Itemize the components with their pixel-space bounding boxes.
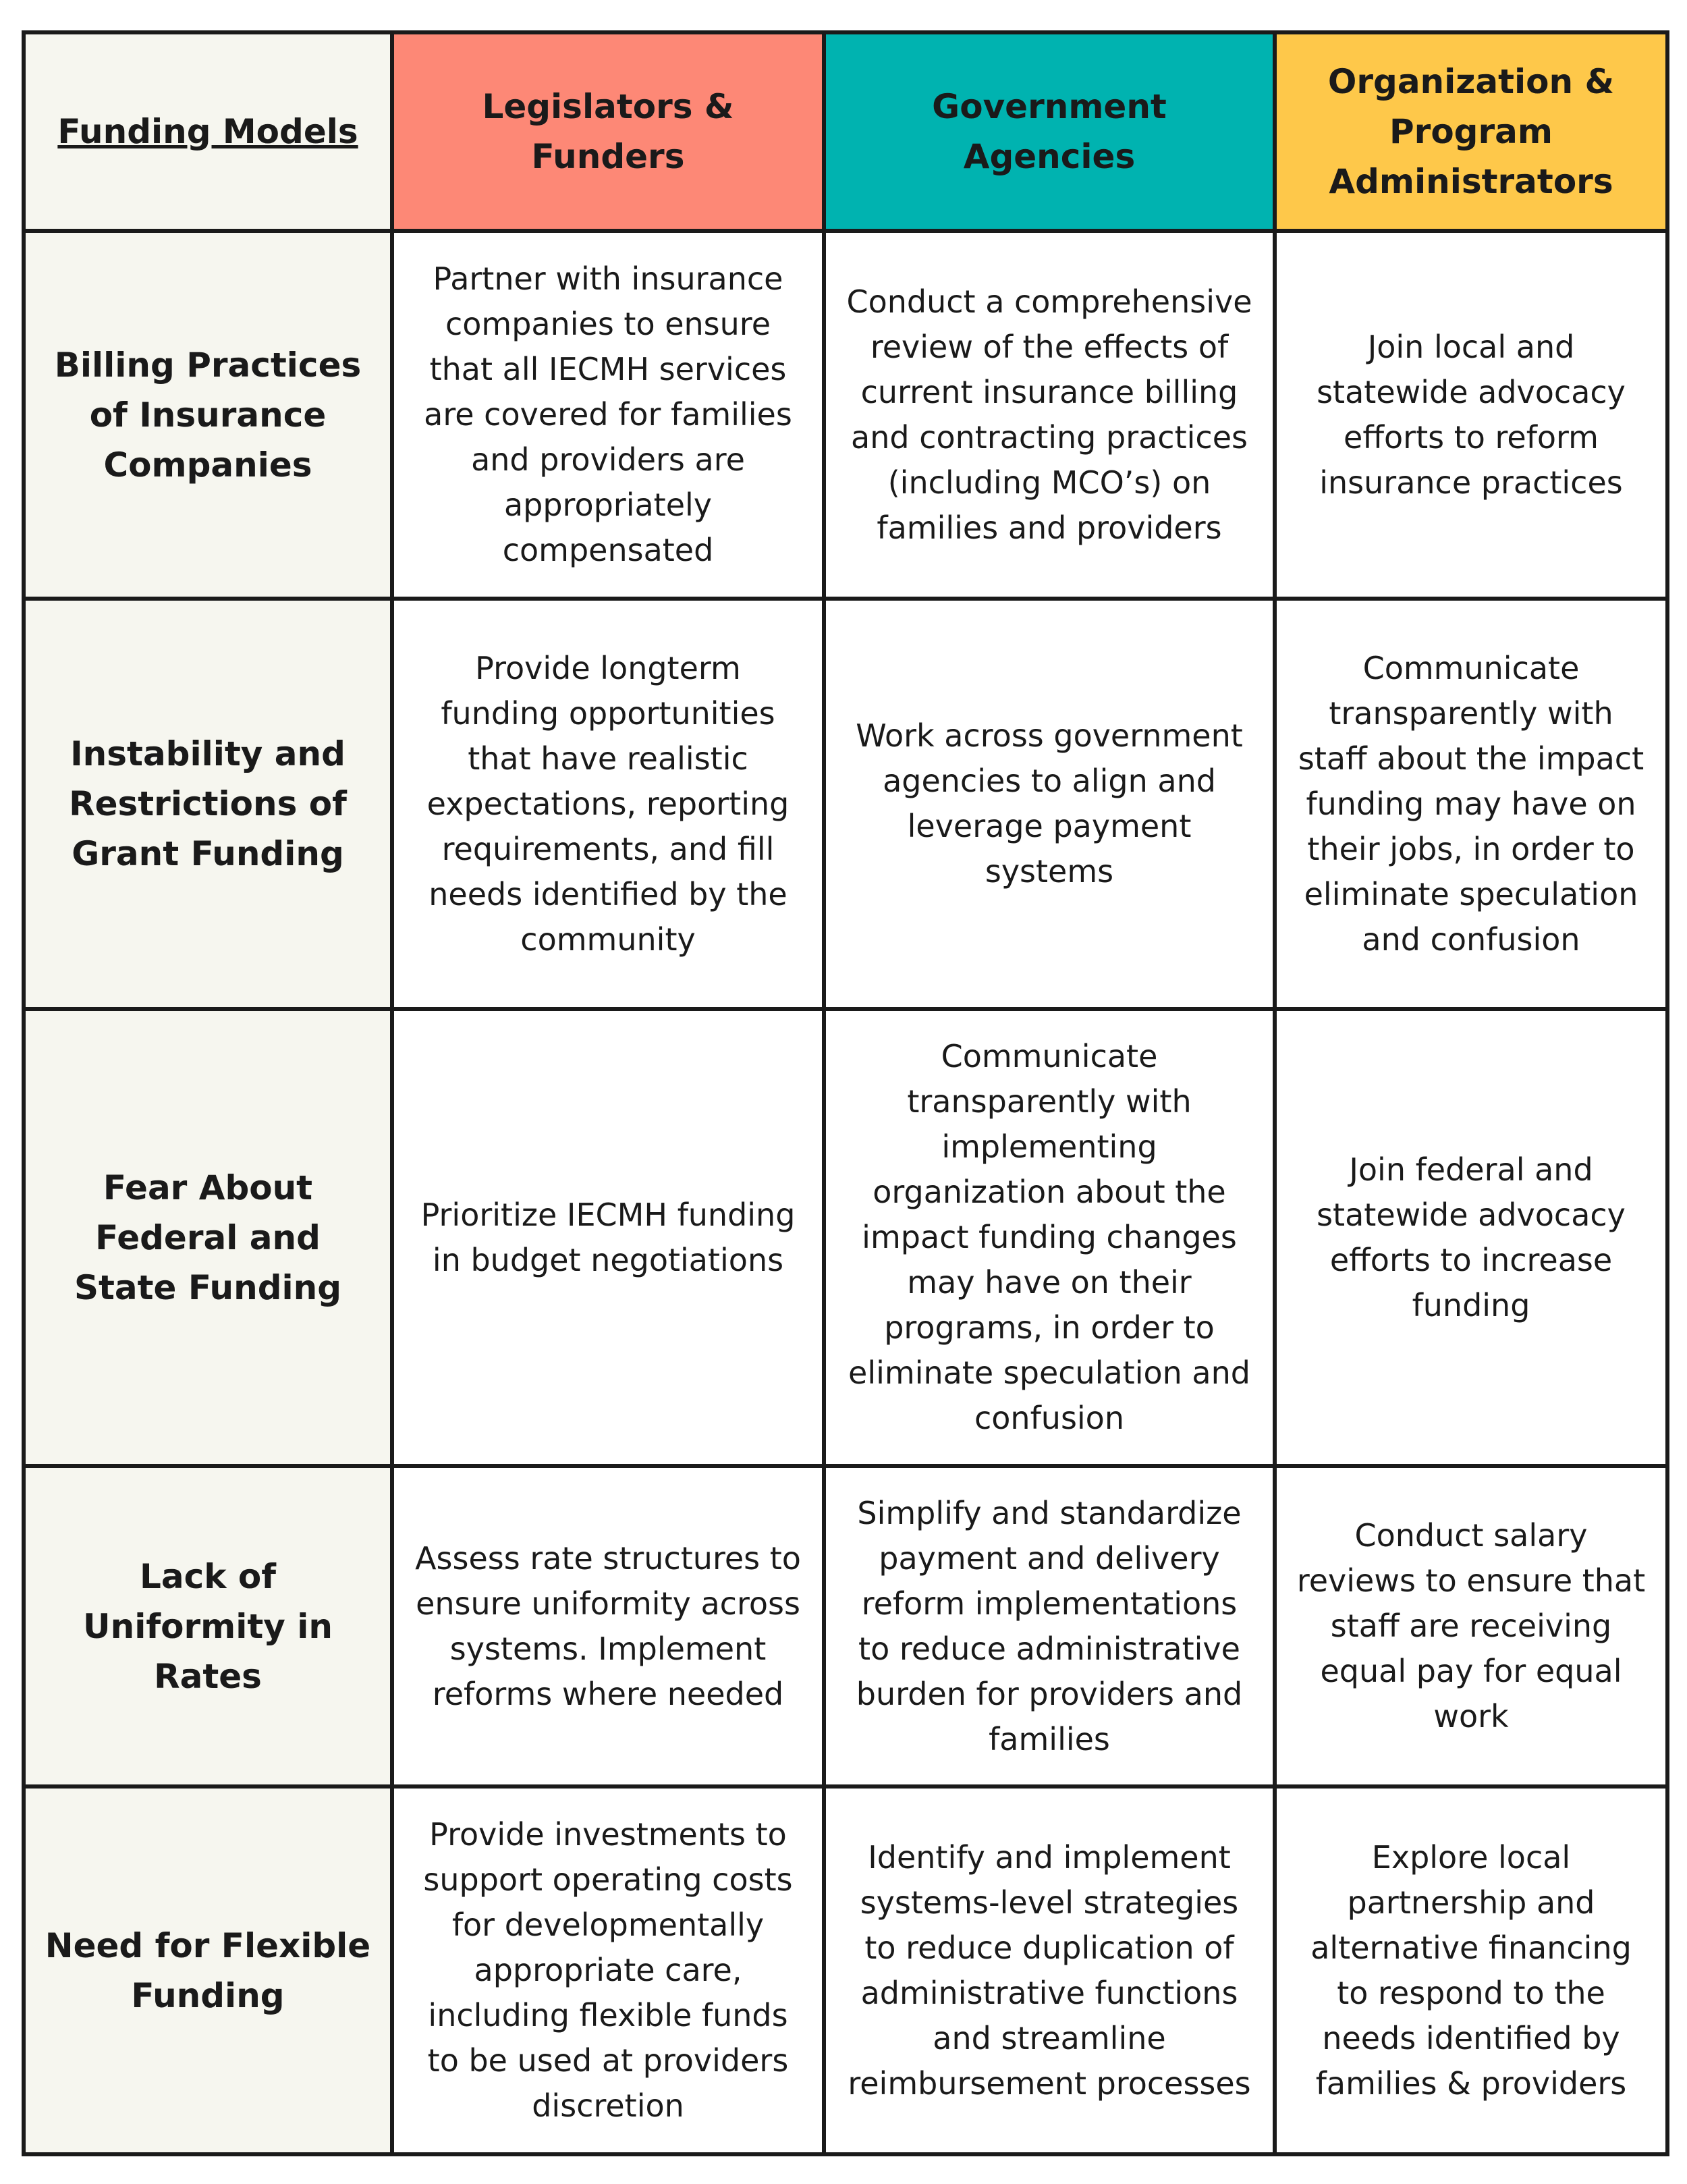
table-row — [24, 231, 1667, 599]
administrators-cell: Explore local partnership and alternative financing to respond to the needs identified by families & providers — [1275, 1786, 1667, 2154]
legislators-cell: Provide investments to support operating costs for developmentally appropriate care, including flexible funds to be used at providers discretion — [392, 1786, 824, 2154]
administrators-cell: Communicate transparently with staff about the impact funding may have on their jobs, in order to eliminate speculation and confusion — [1275, 599, 1667, 1009]
row-label-funding-model: Lack of Uniformity in Rates — [24, 1466, 392, 1786]
header-row — [24, 32, 1667, 231]
header-legislators-funders: Legislators & Funders — [392, 32, 824, 231]
table-row — [24, 1466, 1667, 1786]
administrators-cell: Join local and statewide advocacy efforts to reform insurance practices — [1275, 231, 1667, 599]
legislators-cell: Partner with insurance companies to ensure that all IECMH services are covered for families and providers are appropriately compensated — [392, 231, 824, 599]
administrators-cell: Join federal and statewide advocacy efforts to increase funding — [1275, 1009, 1667, 1466]
agencies-cell: Identify and implement systems-level strategies to reduce duplication of administrative functions and streamline reimbursement processes — [824, 1786, 1275, 2154]
row-label-funding-model: Billing Practices of Insurance Companies — [24, 231, 392, 599]
row-label-funding-model: Fear About Federal and State Funding — [24, 1009, 392, 1466]
row-label-funding-model: Instability and Restrictions of Grant Funding — [24, 599, 392, 1009]
agencies-cell: Simplify and standardize payment and delivery reform implementations to reduce administrative burden for providers and families — [824, 1466, 1275, 1786]
row-label-funding-model: Need for Flexible Funding — [24, 1786, 392, 2154]
header-program-administrators: Organization & Program Administrators — [1275, 32, 1667, 231]
table-row — [24, 1786, 1667, 2154]
agencies-cell: Communicate transparently with implementing organization about the impact funding changes may have on their programs, in order to eliminate speculation and confusion — [824, 1009, 1275, 1466]
agencies-cell: Work across government agencies to align and leverage payment systems — [824, 599, 1275, 1009]
agencies-cell: Conduct a comprehensive review of the effects of current insurance billing and contracting practices (including MCO’s) on families and providers — [824, 231, 1275, 599]
header-funding-models: Funding Models — [24, 32, 392, 231]
legislators-cell: Prioritize IECMH funding in budget negotiations — [392, 1009, 824, 1466]
header-government-agencies: Government Agencies — [824, 32, 1275, 231]
table-row — [24, 1009, 1667, 1466]
legislators-cell: Assess rate structures to ensure uniformity across systems. Implement reforms where needed — [392, 1466, 824, 1786]
table-row — [24, 599, 1667, 1009]
legislators-cell: Provide longterm funding opportunities that have realistic expectations, reporting requirements, and fill needs identified by the community — [392, 599, 824, 1009]
funding-models-table — [22, 30, 1669, 2156]
administrators-cell: Conduct salary reviews to ensure that staff are receiving equal pay for equal work — [1275, 1466, 1667, 1786]
